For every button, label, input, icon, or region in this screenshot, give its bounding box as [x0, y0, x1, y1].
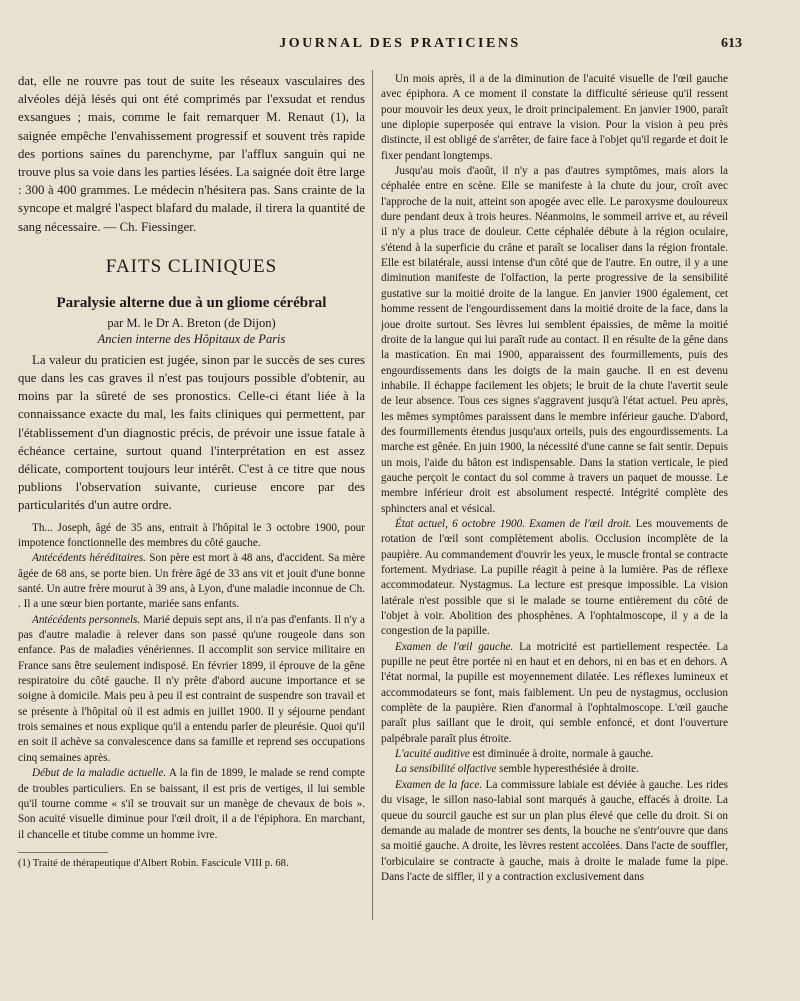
- left-eye-exam-label: Examen de l'œil gauche.: [395, 640, 514, 653]
- footnote: (1) Traité de thérapeutique d'Albert Robin. Fascicule VIII p. 68.: [18, 857, 289, 869]
- right-column: [381, 72, 728, 992]
- olfaction-exam-text: semble hyperesthésiée à droite.: [496, 763, 639, 776]
- section-title: FAITS CLINIQUES: [105, 255, 278, 277]
- running-title: JOURNAL DES PRATICIENS: [279, 36, 521, 51]
- hearing-exam: [381, 747, 728, 762]
- column-divider: [372, 70, 373, 920]
- hereditary-history: [18, 551, 365, 612]
- observation-intro: Th... Joseph, âgé de 35 ans, entrait à l'hôpital le 3 octobre 1900, pour impotence fonctionnelle des membres du côté gauche.: [18, 521, 365, 549]
- left-eye-exam: [381, 640, 728, 747]
- right-paragraph-2: Jusqu'au mois d'août, il n'y a pas d'autres symptômes, mais alors la céphalée entre en scène. Elle se manifeste à la chute du jour, croît avec l'approche de la nuit, atteint son apogée avec elle. Le paroxysme douloureux dure pendant deux à trois heures. Néanmoins, le sommeil arrive et, au réveil il n'y a plus trace de douleur. Cette céphalée débute à la région oculaire, s'étend à la superficie du crâne et paraît se localiser dans la région frontale. Elle est bilatérale, aussi intense d'un côté que de l'autre. En outre, il y a une diminution manifeste de l'olfaction, la perte progressive de la sensibilité gustative sur la moitié droite de la langue. En janvier 1900 également, cet homme ressent de l'engourdissement dans la moitié droite de la face, dans la joue droite surtout. Ses lèvres lui semblent épaissies, de même la moitié droite de la langue qui lui paraît rude au contact. Il en résulte de la gêne dans la mastication. En mai 1900, apparaissent des fourmillements, puis des engourdissements dans les doigts de la main gauche. Il en est devenu inhabile. Il échappe facilement les objets; le bruit de la chute l'avertit seule de leur absence. Tous ces signes s'aggravent jusqu'à l'état actuel. Peu après, les mêmes symptômes paraissent dans le membre inférieur gauche. D'abord, des fourmillements étendus jusqu'aux orteils, puis des engourdissements. La marche est gênée. En juin 1900, la nécessité d'une canne se fait sentir. Depuis un mois, l'aide du bâton est indispensable. Dans la station verticale, le pied gauche perçoit le contact du sol comme à travers un paquet de mousse. Le membre inférieur droit est absolument respecté. Intégrité complète des sphincters anal et vésical.: [381, 165, 728, 515]
- right-eye-exam-label: État actuel, 6 octobre 1900. Examen de l'œil droit.: [395, 517, 632, 530]
- personal-history-text: Marié depuis sept ans, il n'a pas d'enfants. Il n'y a pas d'autre maladie à relever dans son passé qu'une rougeole dans son enfance. Pas de maladies vénériennes. Il accomplit son service militaire en France sans être seulement indisposé. En février 1899, il éprouve de la gêne respiratoire du côté gauche. Il n'y prête d'abord aucune importance et se soigne à domicile. Mais peu à peu il est contraint de suspendre son travail et se présente à l'hôpital où il est admis en juillet 1900. Il y séjourne pendant trois semaines et nous explique qu'il a entendu parler de pleurésie. Quoi qu'il en soit il achève sa convalescence dans sa famille et reprend ses occupations cinq semaines après.: [18, 613, 365, 764]
- face-exam: [381, 778, 728, 885]
- footnote-rule: [18, 852, 108, 853]
- lead-paragraph: La valeur du praticien est jugée, sinon par le succès de ses cures que dans les cas graves il n'est pas toujours possible d'obtenir, au moins par la sûreté de ses pronostics. Celle-ci étant liée à la connaissance exacte du mal, les faits cliniques qui permettent, par l'établissement d'un diagnostic précis, de prévoir une issue fatale à échéance certaine, surtout quand l'interprétation en est assez délicate, comportent toujours leur intérêt. C'est à ce titre que nous publions l'observation suivante, curieuse encore par des particularités d'un autre ordre.: [18, 352, 365, 513]
- article-byline: par M. le Dr A. Breton (de Dijon): [107, 315, 276, 330]
- left-eye-exam-text: La motricité est partiellement respectée. La pupille ne peut être portée ni en haut et en dehors, ni en bas et en dehors. A l'état normal, la pupille est moyennement dilatée. Les réflexes lumineux et accommodateurs se font, mais faiblement. Un peu de nystagmus, occlusion complète de la paupière. Rien d'anormal à l'ophtalmoscope. L'œil gauche paraît plus saillant que le droit, qui semble enfoncé, et dont l'ouverture palpébrale paraît plus étroite.: [381, 640, 728, 745]
- olfaction-exam: [381, 762, 728, 777]
- olfaction-exam-label: La sensibilité olfactive: [395, 763, 497, 776]
- hearing-exam-label: L'acuité auditive: [395, 748, 470, 761]
- author-affiliation: Ancien interne des Hôpitaux de Paris: [97, 331, 286, 346]
- article-title: Paralysie alterne due à un gliome cérébral: [56, 294, 327, 311]
- personal-history: [18, 613, 365, 766]
- right-eye-exam-text: Les mouvements de rotation de l'œil sont complètement abolis. Occlusion incomplète de la paupière. Au commandement d'ouvrir les yeux, le muscle frontal se contracte fortement. Mydriase. La pupille réagit à peine à la lumière. Pas de réflexe accommodateur. Nystagmus. La lecture est presque impossible. La vision latérale n'est possible que si le malade se tourne entièrement du côté de l'objet à voir. Abolition des phosphènes. A l'ophtalmoscope, il y a de la congestion de la papille.: [381, 517, 728, 638]
- disease-onset-label: Début de la maladie actuelle.: [32, 767, 167, 780]
- intro-paragraph: dat, elle ne rouvre pas tout de suite les réseaux vasculaires des alvéoles déjà lésés qui ont été comprimés par l'exsudat et rendus exsangues ; mais, comme le fait remarquer M. Renaut (1), la saignée empêche l'envahissement progressif et souvent très rapide des portions saines du parenchyme, par l'afflux sanguin qui ne trouve plus sa voie dans les parties lésées. La saignée doit être large : 300 à 400 grammes. Le médecin n'hésitera pas. Sans crainte de la syncope et malgré l'aspect blafard du malade, il tirera la quantité de sang nécessaire. — Ch. Fiessinger.: [18, 74, 365, 234]
- disease-onset-text: A la fin de 1899, le malade se rend compte de troubles particuliers. En se baissant, il est pris de vertiges, il lui semble qu'il tourne comme « s'il se trouvait sur un manège de chevaux de bois ». Son acuité visuelle diminue pour l'œil droit, il a de l'épiphora. En marchant, il chancelle et titube comme un homme ivre.: [18, 767, 365, 841]
- page-number: 613: [721, 36, 742, 51]
- right-eye-exam: [381, 517, 728, 640]
- disease-onset: [18, 766, 365, 843]
- hereditary-history-text: Son père est mort à 48 ans, d'accident. Sa mère âgée de 68 ans, se porte bien. Un frère âgé de 33 ans vit et jouit d'une bonne santé. Un autre frère mourut à 39 ans, à Lyon, d'une maladie inconnue de Ch. . Il a une sœur bien portante, mariée sans enfants.: [18, 552, 365, 611]
- hearing-exam-text: est diminuée à droite, normale à gauche.: [469, 748, 654, 761]
- right-paragraph-1: Un mois après, il a de la diminution de l'acuité visuelle de l'œil gauche avec épiphora. A ce moment il constate la difficulté sérieuse qu'il ressent pour mouvoir les deux yeux, le droit principalement. En janvier 1900, paraît une diplopie superposée qui entrave la vision. Pour la vision à peu près distincte, il est obligé de s'arrêter, de faire face à l'objet qu'il regarde et doit le fixer pendant longtemps.: [381, 73, 728, 162]
- face-exam-label: Examen de la face.: [395, 778, 483, 791]
- personal-history-label: Antécédents personnels.: [32, 613, 141, 626]
- left-column: [18, 72, 365, 992]
- hereditary-history-label: Antécédents héréditaires.: [32, 552, 146, 565]
- page-header: [0, 36, 800, 58]
- face-exam-text: La commissure labiale est déviée à gauche. Les rides du visage, le sillon naso-labial sont marqués à gauche, effacés à droite. La queue du sourcil gauche est sur un plan plus élevé que celle du droit. Si on demande au malade de montrer ses dents, la bouche ne s'entr'ouvre que dans sa moitié gauche. A droite, les lèvres restent accolées. Dans l'acte de souffler, l'orbiculaire se contracte à gauche, mais à droite le malade fume la pipe. Dans l'acte de siffler, il y a contraction exclusivement dans: [381, 778, 728, 883]
